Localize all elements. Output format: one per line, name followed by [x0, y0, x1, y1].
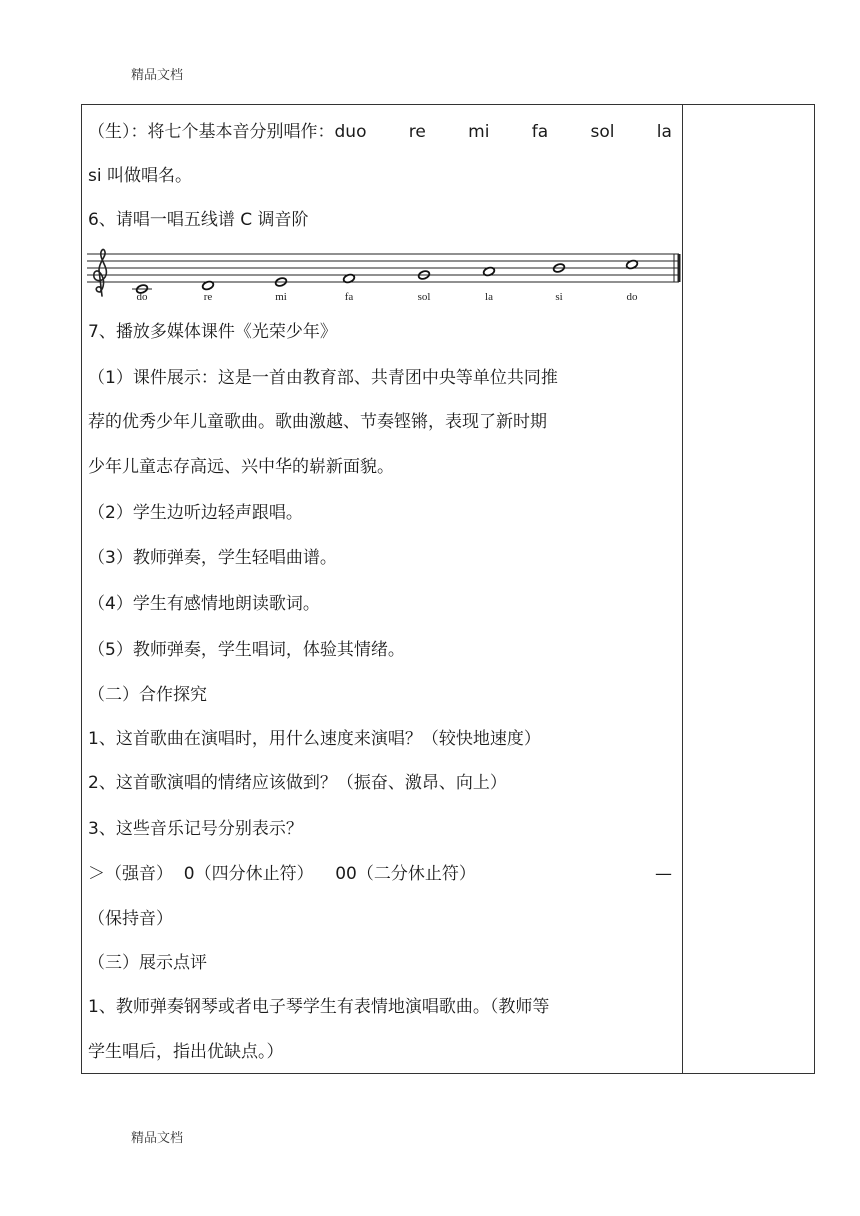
note-label-6: la [485, 291, 493, 303]
text-line-13: 1、这首歌曲在演唱时，用什么速度来演唱？（较快地速度） [88, 729, 541, 749]
tie-symbol: — [655, 864, 672, 884]
text-line-5: （1）课件展示：这是一首由教育部、共青团中央等单位共同推 [88, 368, 558, 388]
line1-part-5: la [656, 122, 672, 142]
staff-lines [87, 254, 679, 282]
text-line-19: 1、教师弹奏钢琴或者电子琴学生有表情地演唱歌曲。（教师等 [88, 997, 550, 1017]
treble-clef-icon [94, 249, 107, 296]
text-line-4: 7、播放多媒体课件《光荣少年》 [88, 322, 337, 342]
text-line-12: （二）合作探究 [88, 685, 207, 705]
note-label-5: sol [417, 291, 431, 303]
text-line-10: （4）学生有感情地朗读歌词。 [88, 594, 320, 614]
line1-part-0: （生）：将七个基本音分别唱作：duo [88, 122, 367, 142]
music-staff [87, 246, 683, 308]
text-line-18: （三）展示点评 [88, 953, 207, 973]
line1-part-1: re [408, 122, 426, 142]
text-line-6: 荐的优秀少年儿童歌曲。歌曲激越、节奏铿锵，表现了新时期 [88, 412, 547, 432]
line1-part-4: sol [590, 122, 615, 142]
notes-group [132, 259, 638, 303]
note-label-4: fa [344, 291, 354, 303]
page-header: 精品文档 [131, 68, 184, 83]
note-label-2: re [203, 291, 213, 303]
note-label-3: mi [275, 291, 287, 303]
text-line-20: 学生唱后，指出优缺点。） [88, 1042, 284, 1062]
text-line-1 [88, 121, 672, 143]
text-line-17: （保持音） [88, 909, 173, 929]
line1-part-2: mi [468, 122, 490, 142]
note-label-7: si [555, 291, 563, 303]
page-footer: 精品文档 [131, 1131, 184, 1146]
text-line-11: （5）教师弹奏，学生唱词，体验其情绪。 [88, 640, 405, 660]
text-line-9: （3）教师弹奏，学生轻唱曲谱。 [88, 548, 337, 568]
text-line-8: （2）学生边听边轻声跟唱。 [88, 503, 303, 523]
text-line-16 [88, 863, 672, 885]
text-line-15: 3、这些音乐记号分别表示？ [88, 819, 303, 839]
text-line-3: 6、请唱一唱五线谱 C 调音阶 [88, 210, 309, 230]
text-line-2: si 叫做唱名。 [88, 166, 192, 186]
symbols-text: ＞（强音） 0（四分休止符） 00（二分休止符） [88, 864, 476, 884]
note-label-1: do [136, 291, 148, 303]
text-line-14: 2、这首歌演唱的情绪应该做到？（振奋、激昂、向上） [88, 773, 507, 793]
text-line-7: 少年儿童志存高远、兴中华的崭新面貌。 [88, 457, 394, 477]
note-label-8: do [626, 291, 638, 303]
line1-part-3: fa [531, 122, 549, 142]
